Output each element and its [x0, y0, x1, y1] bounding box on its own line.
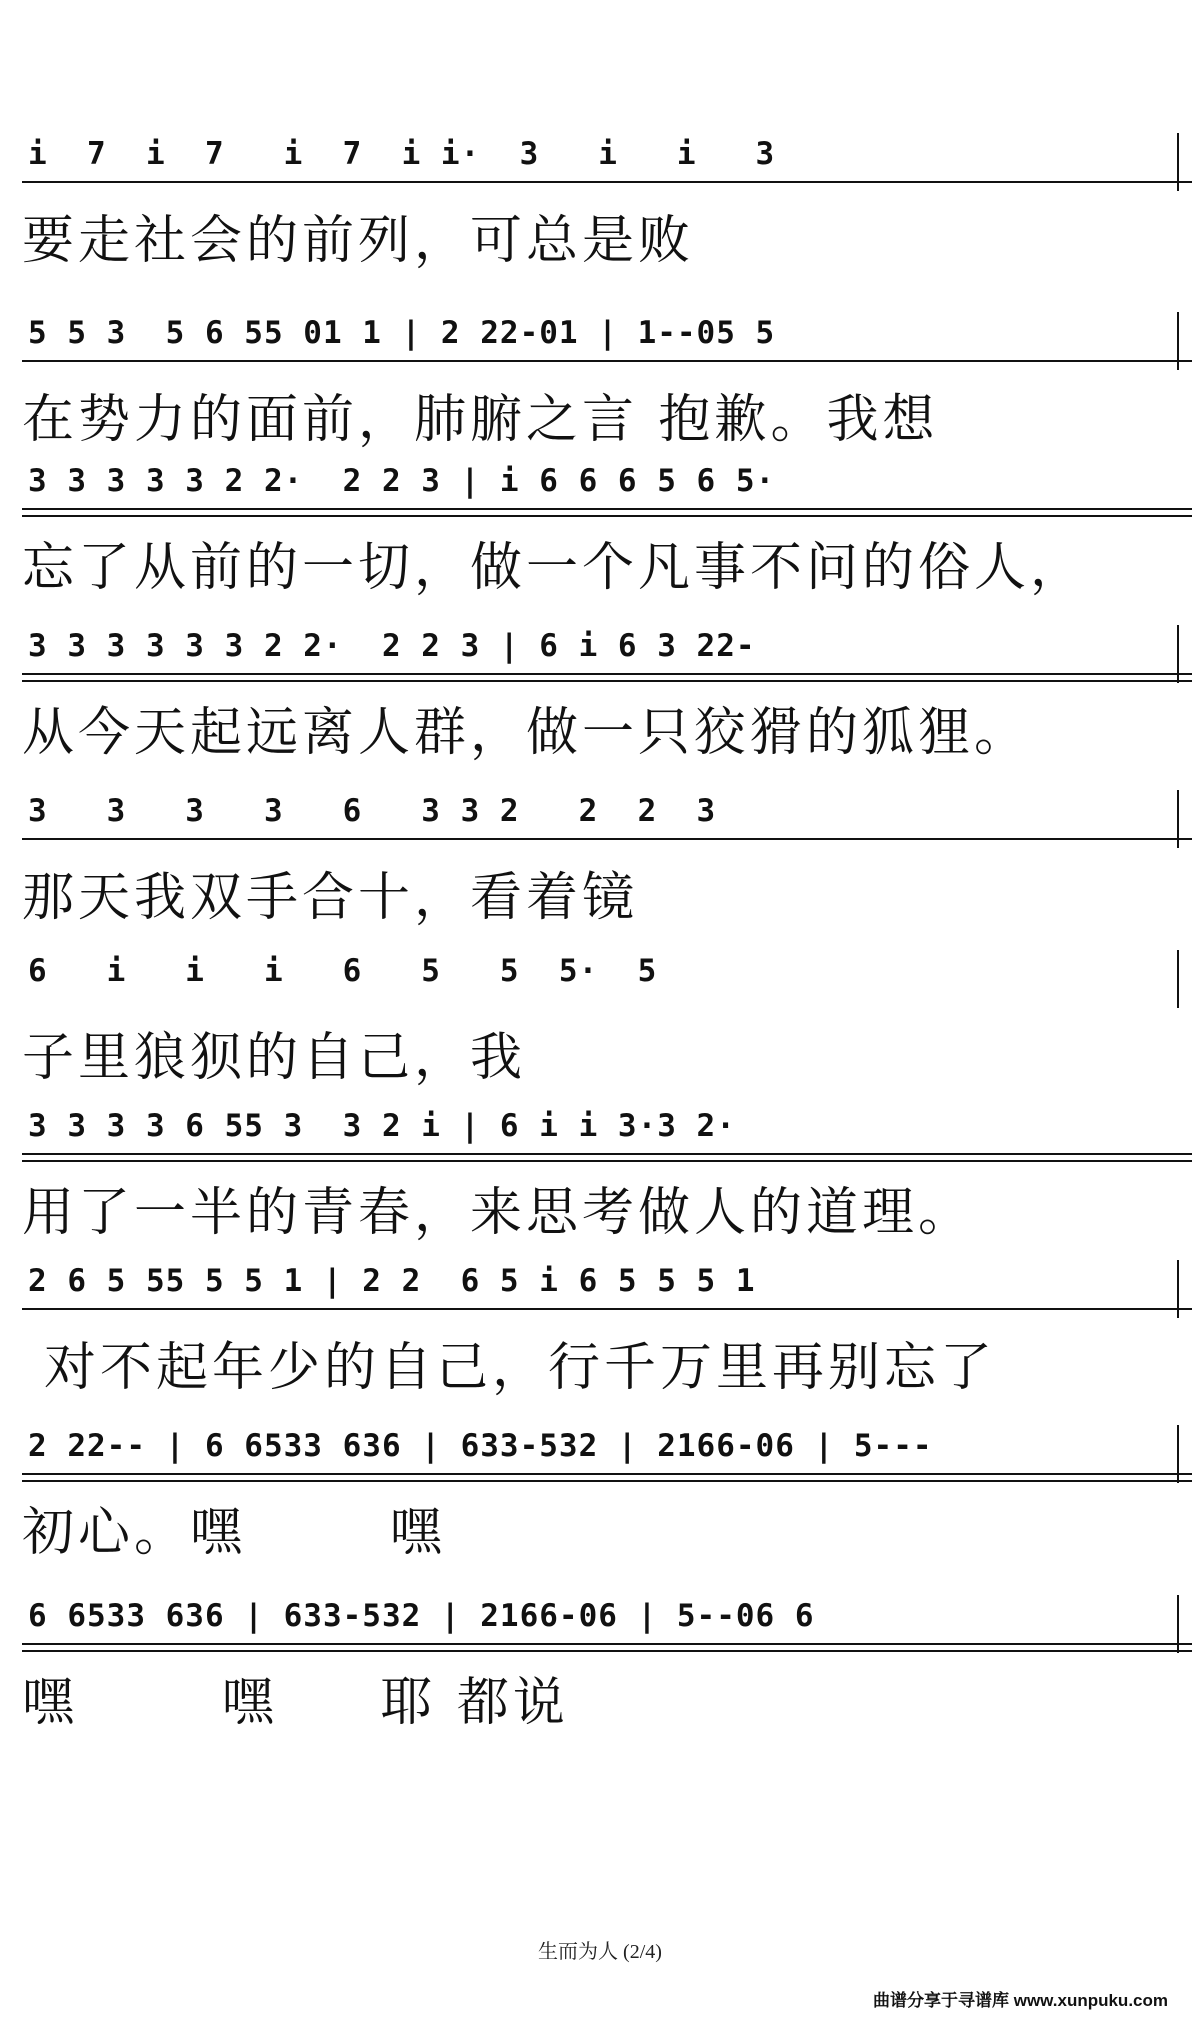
notation-text: 3 3 3 3 3 2 2· 2 2 3 | i 6 6 6 5 6 5·	[28, 463, 776, 499]
score-system	[22, 785, 1192, 931]
notation-text: 2 6 5 55 5 5 1 | 2 2 6 5 i 6 5 5 5 1	[28, 1263, 756, 1299]
bar-line	[1177, 1260, 1179, 1318]
underline	[22, 181, 1192, 183]
score-system	[22, 1420, 1192, 1566]
bar-line	[1177, 312, 1179, 370]
notation-text: 3 3 3 3 6 55 3 3 2 i | 6 i i 3·3 2·	[28, 1108, 736, 1144]
notation-text: 6 i i i 6 5 5 5· 5	[28, 953, 658, 989]
notation-line	[22, 128, 1192, 208]
underline	[22, 838, 1192, 840]
notation-text: 6 6533 636 | 633-532 | 2166-06 | 5--06 6	[28, 1598, 815, 1634]
notation-line	[22, 945, 1192, 1025]
notation-text: 2 22-- | 6 6533 636 | 633-532 | 2166-06 | 5---	[28, 1428, 933, 1464]
score-system	[22, 945, 1192, 1091]
underline	[22, 680, 1192, 682]
underline	[22, 515, 1192, 517]
score-system	[22, 1100, 1192, 1246]
bar-line	[1177, 133, 1179, 191]
bar-line	[1177, 1595, 1179, 1653]
notation-line	[22, 307, 1192, 387]
notation-text: 3 3 3 3 3 3 2 2· 2 2 3 | 6 i 6 3 22-	[28, 628, 756, 664]
notation-line	[22, 1420, 1192, 1500]
lyric-line: 用了一半的青春，来思考做人的道理。	[22, 1183, 975, 1243]
underline	[22, 1650, 1192, 1652]
notation-line	[22, 620, 1192, 700]
footer-credit: 曲谱分享于寻谱库 www.xunpuku.com	[873, 1991, 1168, 2010]
notation-text: 5 5 3 5 6 55 01 1 | 2 22-01 | 1--05 5	[28, 315, 776, 351]
underline	[22, 1308, 1192, 1310]
underline	[22, 1153, 1192, 1155]
underline	[22, 508, 1192, 510]
page-footer-title: 生而为人 (2/4)	[538, 1941, 662, 1963]
underline	[22, 1160, 1192, 1162]
score-system	[22, 307, 1192, 453]
notation-line	[22, 455, 1192, 535]
lyric-line: 在势力的面前，肺腑之言 抱歉。我想	[22, 390, 939, 450]
lyric-line: 对不起年少的自己，行千万里再别忘了	[44, 1338, 997, 1398]
bar-line	[1177, 625, 1179, 683]
bar-line	[1177, 950, 1179, 1008]
underline	[22, 360, 1192, 362]
bar-line	[1177, 790, 1179, 848]
notation-line	[22, 1255, 1192, 1335]
lyric-line: 嘿 嘿 耶 都说	[22, 1673, 569, 1733]
score-system	[22, 1255, 1192, 1401]
notation-line	[22, 1100, 1192, 1180]
underline	[22, 1473, 1192, 1475]
score-system	[22, 128, 1192, 274]
score-system	[22, 620, 1192, 766]
lyric-line: 初心。嘿 嘿	[22, 1503, 446, 1563]
lyric-line: 要走社会的前列，可总是败	[22, 211, 695, 271]
score-system	[22, 455, 1192, 601]
underline	[22, 673, 1192, 675]
underline	[22, 1643, 1192, 1645]
notation-line	[22, 785, 1192, 865]
lyric-line: 那天我双手合十，看着镜	[22, 868, 639, 928]
score-system	[22, 1590, 1192, 1736]
notation-text: 3 3 3 3 6 3 3 2 2 2 3	[28, 793, 717, 829]
underline	[22, 1480, 1192, 1482]
lyric-line: 子里狼狈的自己，我	[22, 1028, 527, 1088]
lyric-line: 从今天起远离人群，做一只狡猾的狐狸。	[22, 703, 1031, 763]
bar-line	[1177, 1425, 1179, 1483]
notation-text: i 7 i 7 i 7 i i· 3 i i 3	[28, 136, 776, 172]
lyric-line: 忘了从前的一切，做一个凡事不问的俗人，	[22, 538, 1087, 598]
notation-line	[22, 1590, 1192, 1670]
